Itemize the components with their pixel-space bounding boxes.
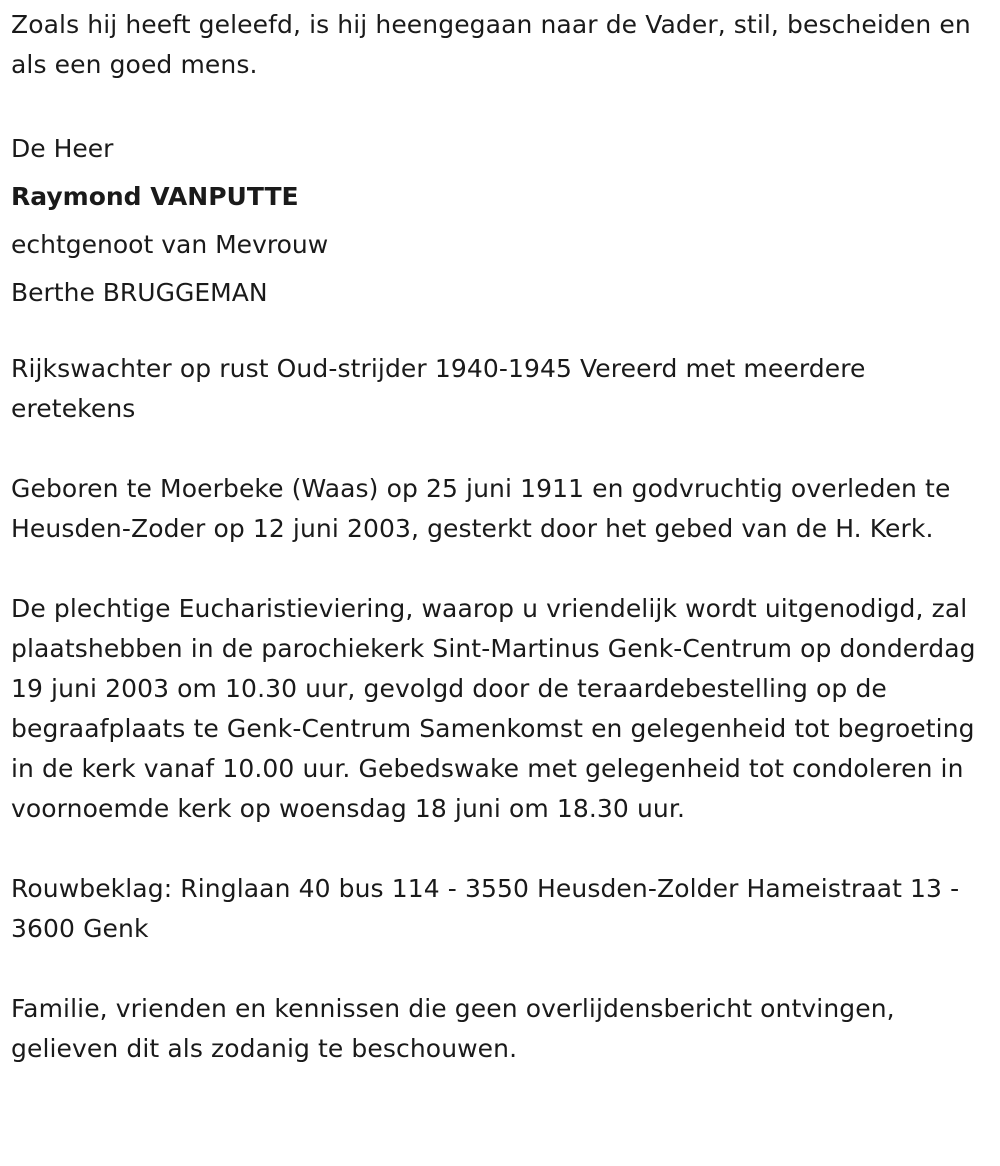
spacer xyxy=(11,429,986,469)
spacer xyxy=(11,85,986,125)
birth-death-text: Geboren te Moerbeke (Waas) op 25 juni 1911 en godvruchtig overleden te Heusden-Zoder op 12 juni 2003, gesterkt door het gebed van de H. Kerk. xyxy=(11,474,951,543)
spacer xyxy=(11,549,986,589)
spacer xyxy=(11,317,986,349)
spouse-name: Berthe BRUGGEMAN xyxy=(11,278,268,307)
ceremony-text: De plechtige Eucharistieviering, waarop u vriendelijk wordt uitgenodigd, zal plaatshebben in de parochiekerk Sint-Martinus Genk-Centrum op donderdag 19 juni 2003 om 10.30 uur, gevolgd door de teraardebestelling op de begraafplaats te Genk-Centrum Samenkomst en gelegenheid tot begroeting in de kerk vanaf 10.00 uur. Gebedswake met gelegenheid tot condoleren in voornoemde kerk op woensdag 18 juni om 18.30 uur. xyxy=(11,594,976,823)
deceased-title: De Heer xyxy=(11,134,114,163)
occupation-text: Rijkswachter op rust Oud-strijder 1940-1945 Vereerd met meerdere eretekens xyxy=(11,354,866,423)
intro-text: Zoals hij heeft geleefd, is hij heengegaan naar de Vader, stil, bescheiden en als een goed mens. xyxy=(11,10,971,79)
deceased-name: Raymond VANPUTTE xyxy=(11,182,299,211)
closing-text: Familie, vrienden en kennissen die geen overlijdensbericht ontvingen, gelieven dit als zodanig te beschouwen. xyxy=(11,994,895,1063)
condolence-address: Rouwbeklag: Ringlaan 40 bus 114 - 3550 Heusden-Zolder Hameistraat 13 - 3600 Genk xyxy=(11,874,960,943)
deceased-relation: echtgenoot van Mevrouw xyxy=(11,230,329,259)
spacer xyxy=(11,829,986,869)
spacer xyxy=(11,949,986,989)
